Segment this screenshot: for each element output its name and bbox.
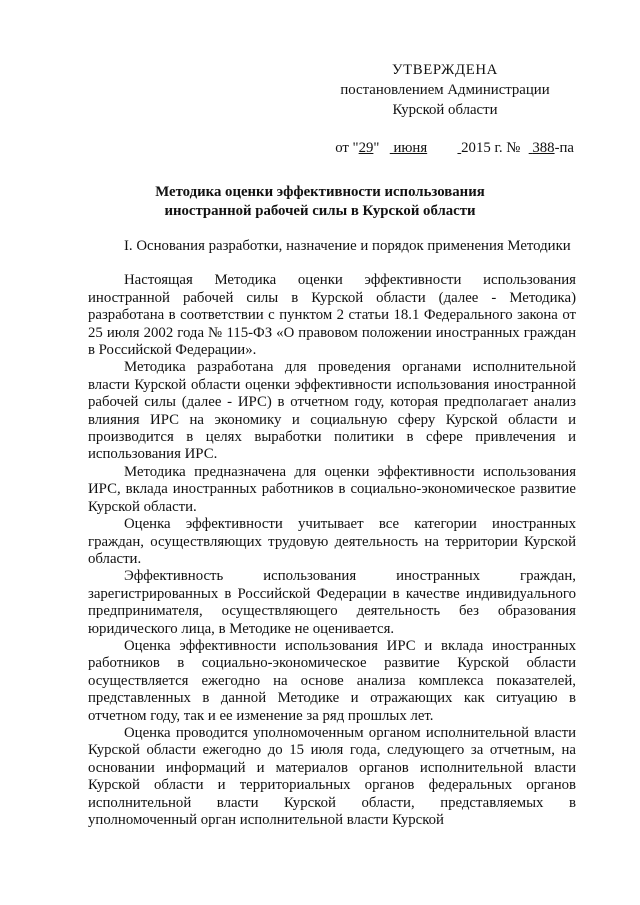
document-title-line-2: иностранной рабочей силы в Курской области bbox=[164, 203, 476, 219]
approval-date-line bbox=[300, 138, 590, 158]
approval-title: УТВЕРЖДЕНА bbox=[392, 62, 498, 78]
paragraph-5: Эффективность использования иностранных граждан, зарегистрированных в Российской Федерации в качестве индивидуального предпринимателя, осуществляющего деятельность без образования юридического лица, в Методике не оценивается. bbox=[88, 568, 576, 637]
date-day: 29 bbox=[358, 140, 374, 156]
date-gap-2 bbox=[427, 138, 461, 158]
paragraph-4: Оценка эффективности учитывает все категории иностранных граждан, осуществляющих трудовую деятельность на территории Курской области. bbox=[88, 516, 576, 567]
paragraph-1: Настоящая Методика оценки эффективности использования иностранной рабочей силы в Курской области (далее - Методика) разработана в соответствии с пунктом 2 статьи 18.1 Федерального закона от 25 июля 2002 года № 115-ФЗ «О правовом положении иностранных граждан в Российской Федерации». bbox=[88, 272, 576, 359]
number-suffix: -па bbox=[554, 140, 574, 156]
document-number: 388 bbox=[532, 140, 555, 156]
document-body bbox=[88, 238, 576, 829]
approval-line-2: Курской области bbox=[392, 102, 498, 118]
date-year: 2015 г. № bbox=[461, 140, 521, 156]
approval-stamp-block bbox=[300, 60, 590, 158]
date-gap-1 bbox=[379, 138, 393, 158]
paragraph-3: Методика предназначена для оценки эффективности использования ИРС, вклада иностранных работников в социально-экономическое развитие Курской области. bbox=[88, 463, 576, 515]
date-month: июня bbox=[393, 140, 428, 156]
section-heading: I. Основания разработки, назначение и порядок применения Методики bbox=[124, 238, 571, 254]
paragraph-6: Оценка эффективности использования ИРС и вклада иностранных работников в социально-экономическое развитие Курской области осуществляется ежегодно на основе анализа комплекса показателей, представленных в данной Методике и отражающих как ситуацию в отчетном году, так и ее изменение за ряд прошлых лет. bbox=[88, 637, 576, 724]
approval-line-1: постановлением Администрации bbox=[340, 82, 550, 98]
paragraph-2: Методика разработана для проведения органами исполнительной власти Курской области оценки эффективности использования иностранной рабочей силы (далее - ИРС) в отчетном году, которая предполагает анализ влияния ИРС на экономику и социальную сферу Курской области и производится в целях выработки политики в сфере привлечения и использования ИРС. bbox=[88, 359, 576, 463]
date-day-suffix: " bbox=[373, 140, 380, 156]
document-title-line-1: Методика оценки эффективности использования bbox=[155, 184, 485, 200]
document-title bbox=[90, 183, 550, 221]
date-prefix: от " bbox=[335, 140, 359, 156]
paragraph-7: Оценка проводится уполномоченным органом исполнительной власти Курской области ежегодно до 15 июля года, следующего за отчетным, на основании информаций и материалов органов исполнительной власти Курской области и территориальных органов федеральных органов исполнительной власти Курской области, представляемых в уполномоченный орган исполнительной власти Курской bbox=[88, 724, 576, 828]
